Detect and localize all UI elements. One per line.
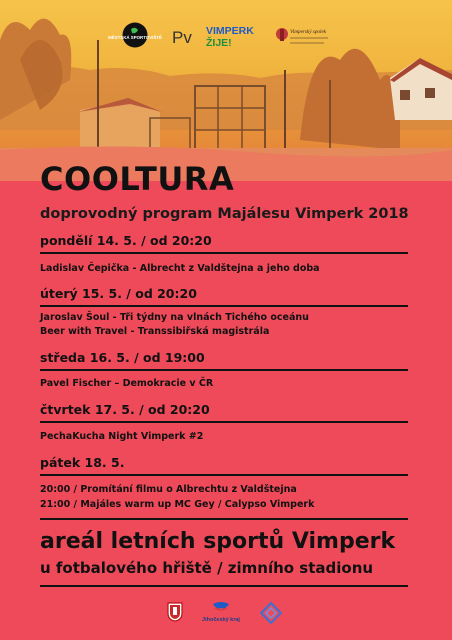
svg-text:Pv: Pv xyxy=(172,28,192,47)
divider xyxy=(40,421,408,423)
program-item: 21:00 / Majáles warm up MC Gey / Calypso Vimperk xyxy=(40,499,315,510)
day-heading-tuesday: úterý 15. 5. / od 20:20 xyxy=(40,286,197,301)
venue-detail: u fotbalového hřiště / zimního stadionu xyxy=(40,559,374,577)
venue-name: areál letních sportů Vimperk xyxy=(40,529,396,554)
svg-text:Jihočeský kraj: Jihočeský kraj xyxy=(202,617,240,623)
program-item: 20:00 / Promítání filmu o Albrechtu z Valdštejna xyxy=(40,484,297,495)
program-item: Pavel Fischer – Demokracie v ČR xyxy=(40,378,214,389)
vimperk-coat-of-arms-icon xyxy=(167,602,183,622)
svg-text:Vimperský spolek: Vimperský spolek xyxy=(290,29,327,35)
divider xyxy=(40,585,408,587)
divider xyxy=(40,474,408,476)
leaf-round-logo xyxy=(108,22,162,48)
partner-logos-bottom xyxy=(0,598,452,630)
vimperk-zije-logo xyxy=(205,24,263,48)
program-item: Jaroslav Šoul - Tři týdny na vlnách Tichého oceánu xyxy=(40,312,309,323)
jihocesky-kraj-logo xyxy=(203,600,239,626)
day-heading-wednesday: středa 16. 5. / od 19:00 xyxy=(40,350,205,365)
program-item: Beer with Travel - Transsibiřská magistrála xyxy=(40,326,270,337)
program-item: Ladislav Čepička - Albrecht z Valdštejna a jeho doba xyxy=(40,263,320,274)
sponsor-logos-top xyxy=(0,18,452,58)
day-heading-friday: pátek 18. 5. xyxy=(40,455,125,470)
event-title: COOLTURA xyxy=(40,160,235,198)
divider xyxy=(40,518,408,520)
event-subtitle: doprovodný program Majálesu Vimperk 2018 xyxy=(40,206,409,222)
divider xyxy=(40,305,408,307)
svg-text:MĚSTSKÁ SPORTOVIŠTĚ: MĚSTSKÁ SPORTOVIŠTĚ xyxy=(108,35,162,40)
svg-text:ŽIJE!: ŽIJE! xyxy=(206,37,232,49)
pv-letter-logo xyxy=(170,26,192,50)
town-photo xyxy=(0,0,452,181)
svg-text:VIMPERK: VIMPERK xyxy=(206,25,254,37)
day-heading-monday: pondělí 14. 5. / od 20:20 xyxy=(40,233,212,248)
day-heading-thursday: čtvrtek 17. 5. / od 20:20 xyxy=(40,402,210,417)
diamond-knot-logo xyxy=(260,602,282,624)
spolek-vimperk-logo xyxy=(274,22,330,50)
divider xyxy=(40,252,408,254)
program-item: PechaKucha Night Vimperk #2 xyxy=(40,431,204,442)
divider xyxy=(40,369,408,371)
